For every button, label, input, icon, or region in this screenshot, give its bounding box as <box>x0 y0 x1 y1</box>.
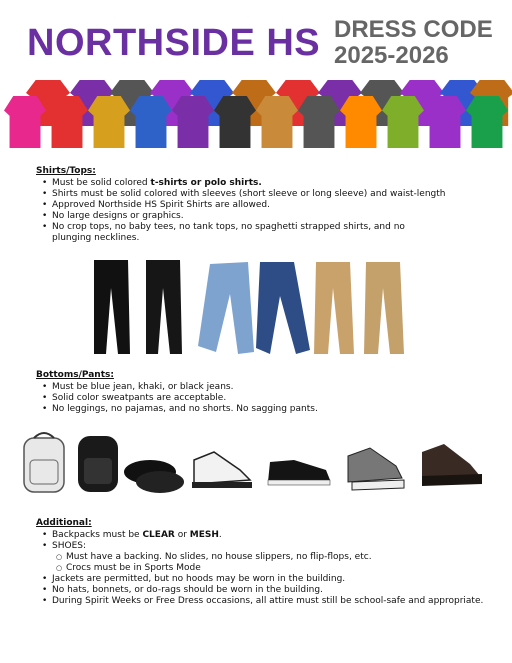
shirt-front <box>214 96 256 148</box>
shoe-sub-item: ○ Crocs must be in Sports Mode <box>52 563 496 574</box>
bottoms-section <box>36 370 476 415</box>
shirt-front <box>88 96 130 148</box>
shirts-item: • No large designs or graphics. <box>52 211 476 222</box>
shirt-row-image <box>0 78 512 150</box>
bottoms-item: • Must be blue jean, khaki, or black jeans. <box>52 382 476 393</box>
shirts-section <box>36 166 476 244</box>
shirts-item: • Must be solid colored t-shirts or polo shirts. <box>52 178 476 189</box>
additional-item: • Jackets are permitted, but no hoods may be worn in the building. <box>52 574 496 585</box>
bottoms-item: • Solid color sweatpants are acceptable. <box>52 393 476 404</box>
pants-image <box>88 258 418 356</box>
vans-shoe-icon <box>268 460 330 485</box>
mesh-backpack-icon <box>78 436 118 492</box>
additional-heading: Additional: <box>36 518 92 528</box>
school-name: NORTHSIDE HS <box>27 22 321 64</box>
additional-item: • Backpacks must be CLEAR or MESH. <box>52 530 496 541</box>
shirts-item: • No crop tops, no baby tees, no tank tops, no spaghetti strapped shirts, and no plunging necklines. <box>52 222 476 244</box>
additional-section <box>36 518 496 607</box>
bottoms-heading: Bottoms/Pants: <box>36 370 114 380</box>
converse-shoe-icon <box>192 452 252 488</box>
additional-item: • No hats, bonnets, or do-rags should be worn in the building. <box>52 585 496 596</box>
shirt-front <box>46 96 88 148</box>
shirts-heading: Shirts/Tops: <box>36 166 96 176</box>
nike-dunk-icon <box>348 448 404 490</box>
shirt-front <box>382 96 424 148</box>
shirt-front <box>340 96 382 148</box>
blue-jeans-1 <box>198 262 254 354</box>
khaki-pants-1 <box>314 262 354 354</box>
additional-item: • During Spirit Weeks or Free Dress occasions, all attire must still be school-safe and appropriate. <box>52 596 496 607</box>
crocs-icon <box>124 460 184 493</box>
shirt-front <box>256 96 298 148</box>
shirts-item: • Shirts must be solid colored with sleeves (short sleeve or long sleeve) and waist-length <box>52 189 476 200</box>
khaki-pants-2 <box>364 262 404 354</box>
clear-backpack-icon <box>24 433 64 492</box>
yeezy-shoe-icon <box>422 444 482 486</box>
title-line-2: 2025-2026 <box>334 42 449 69</box>
additional-item: • SHOES: <box>52 541 496 552</box>
blue-jeans-2 <box>256 262 310 354</box>
bottoms-item: • No leggings, no pajamas, and no shorts. No sagging pants. <box>52 404 476 415</box>
dress-code-title <box>334 17 493 69</box>
shirt-front <box>298 96 340 148</box>
shirt-front <box>424 96 466 148</box>
shirt-front <box>172 96 214 148</box>
backpacks-shoes-image <box>18 430 488 496</box>
shirt-front <box>130 96 172 148</box>
shirt-front <box>4 96 46 148</box>
shirts-item: • Approved Northside HS Spirit Shirts are allowed. <box>52 200 476 211</box>
shoe-sub-item: ○ Must have a backing. No slides, no house slippers, no flip-flops, etc. <box>52 552 496 563</box>
shirt-front <box>466 96 508 148</box>
black-jeans-1 <box>94 260 130 354</box>
black-jeans-2 <box>146 260 182 354</box>
title-line-1: DRESS CODE <box>334 16 493 43</box>
